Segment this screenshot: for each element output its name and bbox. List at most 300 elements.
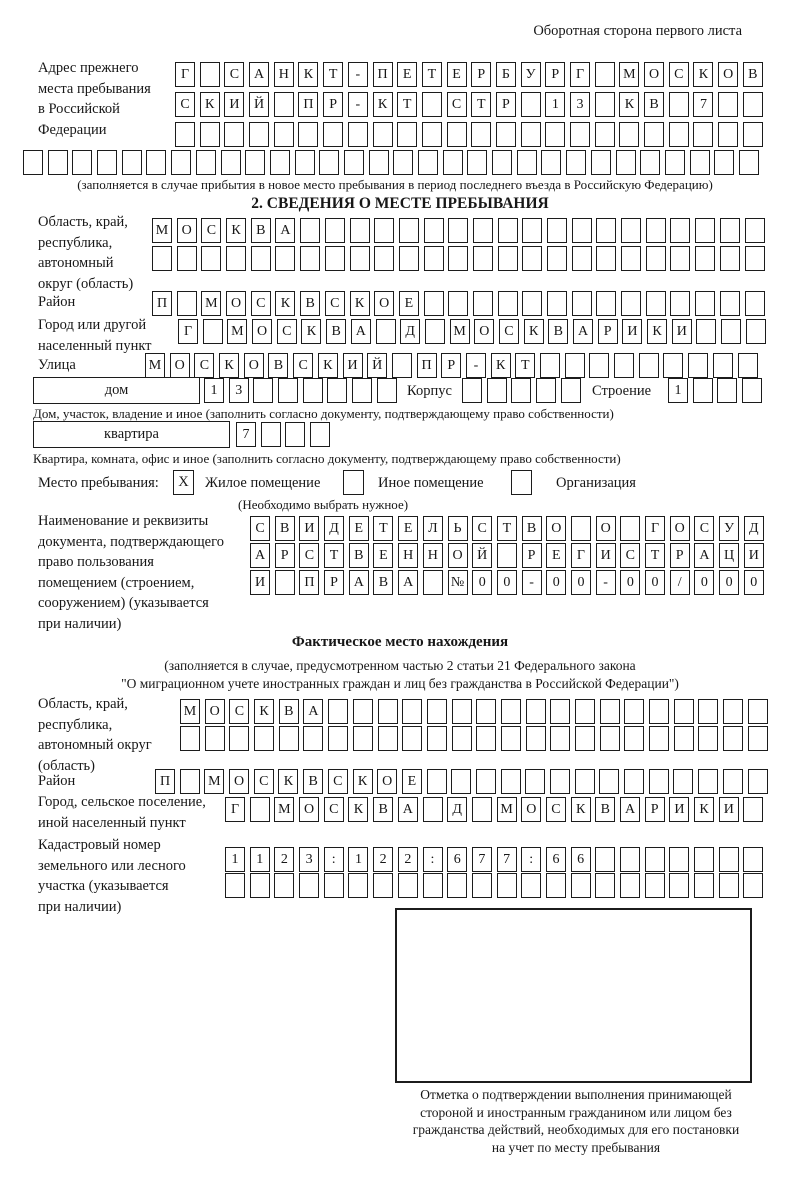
char-cell[interactable]	[275, 570, 295, 595]
char-cell[interactable]	[596, 246, 616, 271]
char-cell[interactable]	[378, 726, 398, 751]
char-cell[interactable]	[224, 122, 244, 147]
stay-type-checkbox-residential[interactable]: X	[173, 470, 194, 495]
char-cell[interactable]	[720, 218, 740, 243]
char-cell[interactable]: Р	[645, 797, 665, 822]
char-cell[interactable]: С	[293, 353, 313, 378]
char-cell[interactable]: 0	[719, 570, 739, 595]
char-cell[interactable]: О	[377, 769, 397, 794]
char-cell[interactable]: О	[448, 543, 468, 568]
char-cell[interactable]	[571, 516, 591, 541]
char-cell[interactable]: О	[205, 699, 225, 724]
char-cell[interactable]: Р	[441, 353, 461, 378]
char-cell[interactable]	[171, 150, 191, 175]
char-cell[interactable]	[471, 122, 491, 147]
char-cell[interactable]	[487, 378, 507, 403]
char-cell[interactable]: О	[596, 516, 616, 541]
char-cell[interactable]: Ь	[448, 516, 468, 541]
char-cell[interactable]: С	[694, 516, 714, 541]
char-cell[interactable]	[427, 726, 447, 751]
char-cell[interactable]	[572, 246, 592, 271]
char-cell[interactable]	[424, 291, 444, 316]
char-cell[interactable]: О	[374, 291, 394, 316]
char-cell[interactable]	[327, 378, 347, 403]
char-cell[interactable]: 1	[545, 92, 565, 117]
char-cell[interactable]	[565, 353, 585, 378]
char-cell[interactable]: Й	[367, 353, 387, 378]
char-cell[interactable]: К	[693, 62, 713, 87]
char-cell[interactable]: О	[644, 62, 664, 87]
char-cell[interactable]	[447, 873, 467, 898]
char-cell[interactable]	[279, 726, 299, 751]
char-cell[interactable]	[274, 92, 294, 117]
char-cell[interactable]	[620, 873, 640, 898]
char-cell[interactable]	[451, 769, 471, 794]
char-cell[interactable]	[501, 726, 521, 751]
char-cell[interactable]: У	[719, 516, 739, 541]
char-cell[interactable]	[393, 150, 413, 175]
char-cell[interactable]	[376, 319, 396, 344]
char-cell[interactable]: Б	[496, 62, 516, 87]
char-cell[interactable]: О	[170, 353, 190, 378]
char-cell[interactable]: С	[229, 699, 249, 724]
char-cell[interactable]: А	[303, 699, 323, 724]
char-cell[interactable]	[624, 699, 644, 724]
char-cell[interactable]	[122, 150, 142, 175]
char-cell[interactable]: П	[155, 769, 175, 794]
char-cell[interactable]	[723, 769, 743, 794]
char-cell[interactable]	[748, 769, 768, 794]
char-cell[interactable]	[250, 873, 270, 898]
char-cell[interactable]: Е	[349, 516, 369, 541]
char-cell[interactable]	[521, 122, 541, 147]
char-cell[interactable]: 1	[668, 378, 688, 403]
char-cell[interactable]	[473, 291, 493, 316]
char-cell[interactable]: К	[301, 319, 321, 344]
char-cell[interactable]: К	[200, 92, 220, 117]
char-cell[interactable]	[614, 353, 634, 378]
char-cell[interactable]: 0	[744, 570, 764, 595]
char-cell[interactable]	[348, 873, 368, 898]
char-cell[interactable]: М	[145, 353, 165, 378]
char-cell[interactable]	[665, 150, 685, 175]
char-cell[interactable]: Д	[447, 797, 467, 822]
char-cell[interactable]	[521, 92, 541, 117]
char-cell[interactable]	[718, 122, 738, 147]
char-cell[interactable]: В	[275, 516, 295, 541]
char-cell[interactable]: М	[204, 769, 224, 794]
char-cell[interactable]: Т	[397, 92, 417, 117]
char-cell[interactable]	[720, 246, 740, 271]
char-cell[interactable]	[721, 319, 741, 344]
char-cell[interactable]	[669, 122, 689, 147]
char-cell[interactable]	[200, 62, 220, 87]
char-cell[interactable]: А	[398, 570, 418, 595]
char-cell[interactable]	[424, 246, 444, 271]
char-cell[interactable]: В	[743, 62, 763, 87]
char-cell[interactable]: Т	[645, 543, 665, 568]
char-cell[interactable]	[274, 873, 294, 898]
char-cell[interactable]: Т	[471, 92, 491, 117]
char-cell[interactable]	[496, 122, 516, 147]
char-cell[interactable]: С	[325, 291, 345, 316]
char-cell[interactable]: /	[670, 570, 690, 595]
char-cell[interactable]	[476, 769, 496, 794]
char-cell[interactable]: С	[499, 319, 519, 344]
char-cell[interactable]	[501, 769, 521, 794]
char-cell[interactable]: Т	[323, 62, 343, 87]
char-cell[interactable]	[616, 150, 636, 175]
char-cell[interactable]	[619, 122, 639, 147]
char-cell[interactable]: К	[275, 291, 295, 316]
char-cell[interactable]: 1	[204, 378, 224, 403]
char-cell[interactable]: К	[694, 797, 714, 822]
char-cell[interactable]	[23, 150, 43, 175]
char-cell[interactable]	[743, 122, 763, 147]
char-cell[interactable]: 3	[570, 92, 590, 117]
char-cell[interactable]: П	[299, 570, 319, 595]
char-cell[interactable]	[743, 847, 763, 872]
char-cell[interactable]	[695, 218, 715, 243]
char-cell[interactable]	[688, 353, 708, 378]
char-cell[interactable]: О	[670, 516, 690, 541]
char-cell[interactable]: С	[299, 543, 319, 568]
char-cell[interactable]: М	[152, 218, 172, 243]
char-cell[interactable]	[670, 291, 690, 316]
char-cell[interactable]	[669, 92, 689, 117]
char-cell[interactable]	[663, 353, 683, 378]
char-cell[interactable]	[374, 246, 394, 271]
char-cell[interactable]	[97, 150, 117, 175]
char-cell[interactable]	[646, 291, 666, 316]
char-cell[interactable]	[600, 726, 620, 751]
char-cell[interactable]	[373, 122, 393, 147]
char-cell[interactable]: Р	[471, 62, 491, 87]
char-cell[interactable]: К	[491, 353, 511, 378]
char-cell[interactable]: Е	[399, 291, 419, 316]
char-cell[interactable]	[249, 122, 269, 147]
char-cell[interactable]	[352, 378, 372, 403]
char-cell[interactable]	[344, 150, 364, 175]
char-cell[interactable]	[427, 769, 447, 794]
char-cell[interactable]: С	[447, 92, 467, 117]
char-cell[interactable]: С	[324, 797, 344, 822]
char-cell[interactable]: 7	[472, 847, 492, 872]
char-cell[interactable]: И	[672, 319, 692, 344]
char-cell[interactable]	[402, 726, 422, 751]
char-cell[interactable]: В	[268, 353, 288, 378]
char-cell[interactable]	[353, 726, 373, 751]
char-cell[interactable]: А	[398, 797, 418, 822]
char-cell[interactable]	[274, 122, 294, 147]
char-cell[interactable]	[526, 699, 546, 724]
char-cell[interactable]	[473, 218, 493, 243]
char-cell[interactable]	[572, 291, 592, 316]
char-cell[interactable]	[303, 726, 323, 751]
char-cell[interactable]	[374, 218, 394, 243]
char-cell[interactable]: :	[423, 847, 443, 872]
char-cell[interactable]: -	[348, 92, 368, 117]
char-cell[interactable]	[596, 218, 616, 243]
char-cell[interactable]: У	[521, 62, 541, 87]
char-cell[interactable]	[522, 291, 542, 316]
char-cell[interactable]: С	[472, 516, 492, 541]
char-cell[interactable]	[325, 246, 345, 271]
char-cell[interactable]: Т	[422, 62, 442, 87]
char-cell[interactable]: 2	[274, 847, 294, 872]
char-cell[interactable]: К	[571, 797, 591, 822]
char-cell[interactable]	[645, 873, 665, 898]
char-cell[interactable]: Й	[249, 92, 269, 117]
char-cell[interactable]	[566, 150, 586, 175]
char-cell[interactable]	[745, 246, 765, 271]
char-cell[interactable]	[595, 122, 615, 147]
char-cell[interactable]	[448, 291, 468, 316]
char-cell[interactable]	[392, 353, 412, 378]
char-cell[interactable]	[472, 797, 492, 822]
char-cell[interactable]	[547, 291, 567, 316]
char-cell[interactable]	[152, 246, 172, 271]
char-cell[interactable]	[575, 699, 595, 724]
char-cell[interactable]	[547, 218, 567, 243]
char-cell[interactable]	[595, 92, 615, 117]
char-cell[interactable]	[180, 769, 200, 794]
char-cell[interactable]: С	[250, 516, 270, 541]
char-cell[interactable]: Е	[546, 543, 566, 568]
char-cell[interactable]: А	[275, 218, 295, 243]
char-cell[interactable]	[473, 246, 493, 271]
char-cell[interactable]: О	[474, 319, 494, 344]
char-cell[interactable]: П	[298, 92, 318, 117]
char-cell[interactable]	[323, 122, 343, 147]
char-cell[interactable]: А	[349, 570, 369, 595]
char-cell[interactable]	[600, 699, 620, 724]
char-cell[interactable]	[310, 422, 330, 447]
char-cell[interactable]	[718, 92, 738, 117]
char-cell[interactable]: Е	[373, 543, 393, 568]
char-cell[interactable]: Р	[545, 62, 565, 87]
char-cell[interactable]	[595, 847, 615, 872]
char-cell[interactable]: В	[279, 699, 299, 724]
char-cell[interactable]: И	[719, 797, 739, 822]
char-cell[interactable]: В	[548, 319, 568, 344]
char-cell[interactable]: Д	[400, 319, 420, 344]
char-cell[interactable]: И	[299, 516, 319, 541]
char-cell[interactable]: Р	[670, 543, 690, 568]
char-cell[interactable]: И	[224, 92, 244, 117]
char-cell[interactable]	[575, 726, 595, 751]
char-cell[interactable]	[719, 847, 739, 872]
char-cell[interactable]: В	[251, 218, 271, 243]
char-cell[interactable]	[250, 797, 270, 822]
char-cell[interactable]	[743, 797, 763, 822]
char-cell[interactable]: 3	[229, 378, 249, 403]
char-cell[interactable]	[596, 291, 616, 316]
char-cell[interactable]	[624, 769, 644, 794]
char-cell[interactable]: И	[250, 570, 270, 595]
char-cell[interactable]: И	[622, 319, 642, 344]
char-cell[interactable]: В	[522, 516, 542, 541]
char-cell[interactable]	[226, 246, 246, 271]
char-cell[interactable]	[472, 873, 492, 898]
char-cell[interactable]: А	[249, 62, 269, 87]
char-cell[interactable]	[328, 726, 348, 751]
char-cell[interactable]	[738, 353, 758, 378]
char-cell[interactable]	[261, 422, 281, 447]
char-cell[interactable]: 2	[373, 847, 393, 872]
char-cell[interactable]: К	[278, 769, 298, 794]
char-cell[interactable]	[497, 873, 517, 898]
char-cell[interactable]	[425, 319, 445, 344]
char-cell[interactable]: 6	[447, 847, 467, 872]
char-cell[interactable]: С	[669, 62, 689, 87]
char-cell[interactable]: О	[718, 62, 738, 87]
char-cell[interactable]: 7	[497, 847, 517, 872]
char-cell[interactable]: И	[596, 543, 616, 568]
char-cell[interactable]: М	[450, 319, 470, 344]
char-cell[interactable]	[595, 873, 615, 898]
char-cell[interactable]	[423, 797, 443, 822]
char-cell[interactable]: -	[522, 570, 542, 595]
char-cell[interactable]	[48, 150, 68, 175]
char-cell[interactable]	[695, 291, 715, 316]
char-cell[interactable]	[522, 218, 542, 243]
char-cell[interactable]	[254, 726, 274, 751]
char-cell[interactable]: К	[373, 92, 393, 117]
char-cell[interactable]	[203, 319, 223, 344]
char-cell[interactable]	[673, 769, 693, 794]
char-cell[interactable]	[748, 726, 768, 751]
char-cell[interactable]	[205, 726, 225, 751]
char-cell[interactable]	[424, 218, 444, 243]
char-cell[interactable]	[695, 246, 715, 271]
char-cell[interactable]: А	[573, 319, 593, 344]
char-cell[interactable]: В	[373, 570, 393, 595]
char-cell[interactable]: К	[619, 92, 639, 117]
char-cell[interactable]	[526, 726, 546, 751]
char-cell[interactable]	[501, 699, 521, 724]
char-cell[interactable]	[723, 699, 743, 724]
char-cell[interactable]: 0	[571, 570, 591, 595]
char-cell[interactable]	[462, 378, 482, 403]
char-cell[interactable]	[303, 378, 323, 403]
char-cell[interactable]: С	[277, 319, 297, 344]
char-cell[interactable]	[649, 769, 669, 794]
char-cell[interactable]: К	[318, 353, 338, 378]
char-cell[interactable]	[422, 92, 442, 117]
char-cell[interactable]	[443, 150, 463, 175]
char-cell[interactable]	[492, 150, 512, 175]
char-cell[interactable]	[589, 353, 609, 378]
char-cell[interactable]	[497, 543, 517, 568]
char-cell[interactable]: -	[596, 570, 616, 595]
char-cell[interactable]: С	[194, 353, 214, 378]
char-cell[interactable]	[541, 150, 561, 175]
char-cell[interactable]: Н	[423, 543, 443, 568]
char-cell[interactable]	[669, 873, 689, 898]
char-cell[interactable]	[599, 769, 619, 794]
char-cell[interactable]	[546, 873, 566, 898]
char-cell[interactable]	[325, 218, 345, 243]
char-cell[interactable]	[698, 769, 718, 794]
char-cell[interactable]	[353, 699, 373, 724]
char-cell[interactable]: К	[298, 62, 318, 87]
char-cell[interactable]	[229, 726, 249, 751]
char-cell[interactable]: 0	[497, 570, 517, 595]
char-cell[interactable]	[572, 218, 592, 243]
char-cell[interactable]	[201, 246, 221, 271]
char-cell[interactable]	[644, 122, 664, 147]
char-cell[interactable]	[621, 246, 641, 271]
char-cell[interactable]	[298, 122, 318, 147]
char-cell[interactable]: В	[595, 797, 615, 822]
char-cell[interactable]	[720, 291, 740, 316]
char-cell[interactable]	[746, 319, 766, 344]
char-cell[interactable]: Р	[598, 319, 618, 344]
char-cell[interactable]	[175, 122, 195, 147]
char-cell[interactable]	[521, 873, 541, 898]
char-cell[interactable]: С	[175, 92, 195, 117]
char-cell[interactable]: В	[303, 769, 323, 794]
char-cell[interactable]	[299, 873, 319, 898]
char-cell[interactable]	[402, 699, 422, 724]
char-cell[interactable]: И	[343, 353, 363, 378]
char-cell[interactable]	[397, 122, 417, 147]
char-cell[interactable]	[498, 218, 518, 243]
char-cell[interactable]: О	[177, 218, 197, 243]
char-cell[interactable]	[498, 246, 518, 271]
char-cell[interactable]: Г	[225, 797, 245, 822]
char-cell[interactable]: К	[219, 353, 239, 378]
char-cell[interactable]: С	[251, 291, 271, 316]
char-cell[interactable]: П	[417, 353, 437, 378]
char-cell[interactable]: Г	[571, 543, 591, 568]
char-cell[interactable]	[373, 873, 393, 898]
char-cell[interactable]	[620, 847, 640, 872]
char-cell[interactable]: С	[224, 62, 244, 87]
char-cell[interactable]	[571, 873, 591, 898]
char-cell[interactable]: Т	[497, 516, 517, 541]
char-cell[interactable]	[743, 873, 763, 898]
char-cell[interactable]: Е	[397, 62, 417, 87]
char-cell[interactable]: М	[274, 797, 294, 822]
char-cell[interactable]	[690, 150, 710, 175]
char-cell[interactable]	[328, 699, 348, 724]
char-cell[interactable]: О	[226, 291, 246, 316]
char-cell[interactable]: 3	[299, 847, 319, 872]
char-cell[interactable]: М	[227, 319, 247, 344]
char-cell[interactable]: -	[466, 353, 486, 378]
stay-type-checkbox-other-premises[interactable]	[343, 470, 364, 495]
char-cell[interactable]: Т	[324, 543, 344, 568]
char-cell[interactable]: Р	[323, 92, 343, 117]
char-cell[interactable]	[649, 699, 669, 724]
char-cell[interactable]: С	[328, 769, 348, 794]
char-cell[interactable]: 6	[571, 847, 591, 872]
char-cell[interactable]	[743, 92, 763, 117]
char-cell[interactable]	[693, 378, 713, 403]
char-cell[interactable]	[575, 769, 595, 794]
char-cell[interactable]: Е	[402, 769, 422, 794]
char-cell[interactable]	[620, 516, 640, 541]
char-cell[interactable]	[536, 378, 556, 403]
char-cell[interactable]	[550, 726, 570, 751]
char-cell[interactable]: 7	[236, 422, 256, 447]
char-cell[interactable]: Т	[515, 353, 535, 378]
char-cell[interactable]	[348, 122, 368, 147]
char-cell[interactable]: В	[644, 92, 664, 117]
char-cell[interactable]: К	[348, 797, 368, 822]
